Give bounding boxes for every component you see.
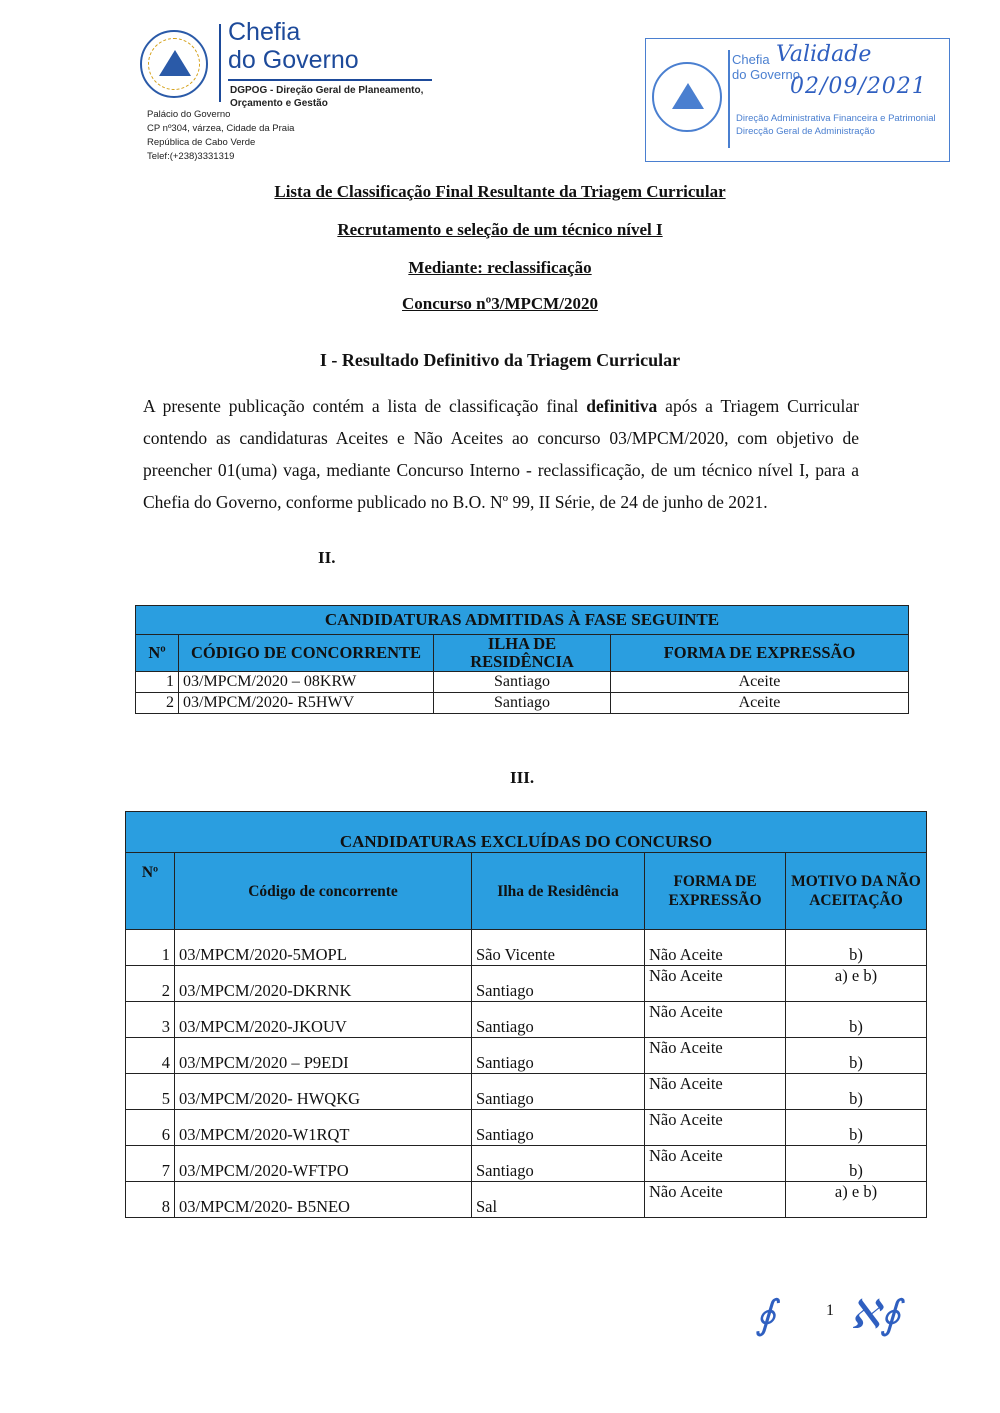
doc-title: Lista de Classificação Final Resultante da Triagem Curricular (274, 182, 726, 201)
table-row: 2 03/MPCM/2020-DKRNK Santiago Não Aceite a) e b) (126, 966, 927, 1002)
table-row: 3 03/MPCM/2020-JKOUV Santiago Não Aceite b) (126, 1002, 927, 1038)
column-header: Nº (126, 853, 175, 930)
column-header: Código de concorrente (175, 853, 472, 930)
table-row: 6 03/MPCM/2020-W1RQT Santiago Não Aceite b) (126, 1110, 927, 1146)
column-header: MOTIVO DA NÃO ACEITAÇÃO (786, 853, 927, 930)
stamp-header: Chefia do Governo (732, 52, 800, 82)
signature-initials-right: ℵ∮ (850, 1292, 901, 1338)
coat-of-arms-logo (140, 30, 208, 98)
section-ii-label: II. (318, 548, 336, 567)
table-row: 2 03/MPCM/2020- R5HWV Santiago Aceite (136, 693, 909, 714)
brand-name: Chefia do Governo (228, 18, 359, 74)
doc-contest-number: Concurso nº3/MPCM/2020 (402, 294, 598, 313)
excluded-table (125, 811, 927, 1218)
admitted-table-caption: CANDIDATURAS ADMITIDAS À FASE SEGUINTE (136, 606, 909, 635)
stamp-handwritten-date: 02/09/2021 (790, 74, 927, 99)
section-heading: I - Resultado Definitivo da Triagem Curricular (319, 350, 681, 370)
table-row: 1 03/MPCM/2020 – 08KRW Santiago Aceite (136, 672, 909, 693)
letterhead-divider (219, 24, 221, 102)
stamp-footer: Direção Administrativa Financeira e Patrimonial Direcção Geral de Administração (736, 113, 936, 137)
intro-paragraph: A presente publicação contém a lista de classificação final definitiva após a Triagem Curricular contendo as candidaturas Aceites e Não Aceites ao concurso 03/MPCM/2020, com objetivo de preencher 01(uma) vaga, mediante Concurso Interno - reclassificação, de um técnico nível I, para a Chefia do Governo, conforme publicado no B.O. Nº 99, II Série, de 24 de junho de 2021. (143, 396, 859, 512)
table-row: 8 03/MPCM/2020- B5NEO Sal Não Aceite a) e b) (126, 1182, 927, 1218)
brand-underline (228, 79, 432, 81)
column-header: FORMA DE EXPRESSÃO (611, 635, 909, 672)
column-header: FORMA DE EXPRESSÃO (645, 853, 786, 930)
admitted-table (135, 605, 909, 714)
page-number: 1 (826, 1302, 834, 1319)
address-block: Palácio do Governo CP nº304, várzea, Cidade da Praia República de Cabo Verde Telef:(+238)3331319 (147, 109, 295, 162)
department-name: DGPOG - Direção Geral de Planeamento, Orçamento e Gestão (230, 85, 424, 109)
column-header: Nº (136, 635, 179, 672)
column-header: CÓDIGO DE CONCORRENTE (179, 635, 434, 672)
signature-initials-left: ∮ (755, 1292, 776, 1338)
stamp-handwritten-note: Validade (776, 42, 872, 67)
doc-method: Mediante: reclassificação (408, 258, 592, 277)
stamp-seal-icon (652, 62, 722, 132)
table-row: 1 03/MPCM/2020-5MOPL São Vicente Não Aceite b) (126, 930, 927, 966)
excluded-table-caption: CANDIDATURAS EXCLUÍDAS DO CONCURSO (126, 812, 927, 853)
section-iii-label: III. (510, 768, 535, 787)
table-row: 4 03/MPCM/2020 – P9EDI Santiago Não Aceite b) (126, 1038, 927, 1074)
column-header: ILHA DE RESIDÊNCIA (434, 635, 611, 672)
doc-subtitle: Recrutamento e seleção de um técnico nível I (337, 220, 663, 239)
column-header: Ilha de Residência (472, 853, 645, 930)
table-row: 5 03/MPCM/2020- HWQKG Santiago Não Aceite b) (126, 1074, 927, 1110)
stamp-divider (728, 50, 730, 148)
table-row: 7 03/MPCM/2020-WFTPO Santiago Não Aceite b) (126, 1146, 927, 1182)
